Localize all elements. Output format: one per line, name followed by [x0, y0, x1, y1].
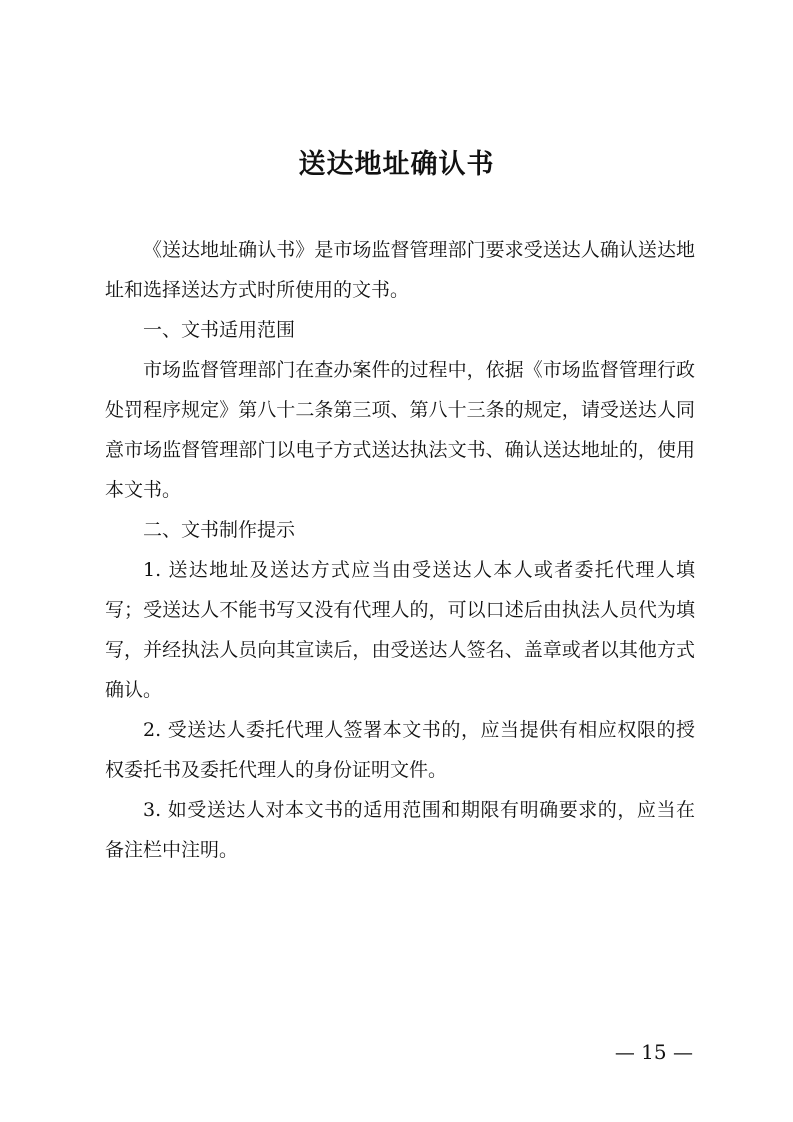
document-body: [105, 230, 695, 870]
document-title: 送达地址确认书: [298, 149, 495, 180]
section-heading-tips: 二、文书制作提示: [143, 519, 296, 541]
intro-paragraph: 《送达地址确认书》是市场监督管理部门要求受送达人确认送达地址和选择送达方式时所使用的文书。: [105, 239, 695, 301]
section-heading-scope: 一、文书适用范围: [143, 319, 296, 341]
page-number: — 15 —: [614, 1040, 693, 1064]
tip-paragraph-3: 3. 如受送达人对本文书的适用范围和期限有明确要求的，应当在备注栏中注明。: [105, 799, 695, 861]
tip-paragraph-2: 2. 受送达人委托代理人签署本文书的，应当提供有相应权限的授权委托书及委托代理人的身份证明文件。: [105, 719, 695, 781]
tip-paragraph-1: 1. 送达地址及送达方式应当由受送达人本人或者委托代理人填写；受送达人不能书写又没有代理人的，可以口述后由执法人员代为填写，并经执法人员向其宣读后，由受送达人签名、盖章或者以其他方式确认。: [105, 559, 695, 701]
scope-paragraph: 市场监督管理部门在查办案件的过程中，依据《市场监督管理行政处罚程序规定》第八十二条第三项、第八十三条的规定，请受送达人同意市场监督管理部门以电子方式送达执法文书、确认送达地址的，使用本文书。: [105, 359, 695, 501]
